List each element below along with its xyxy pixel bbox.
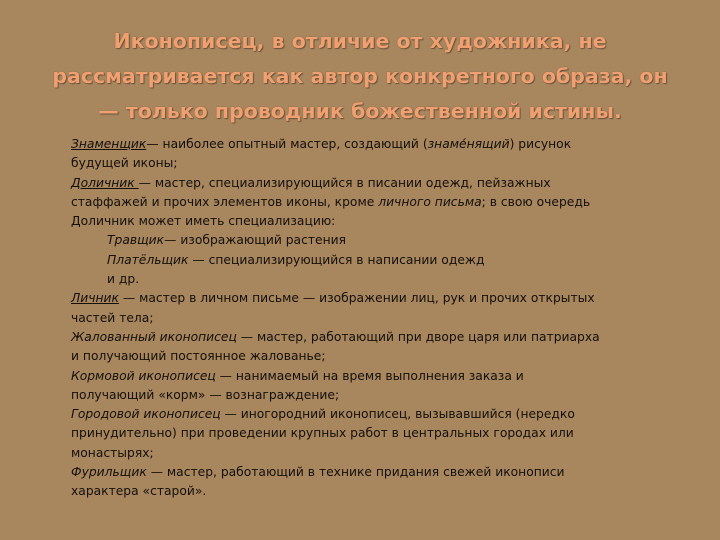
term-kormovoy: Кормовой иконописец	[71, 368, 216, 383]
body-line	[71, 193, 651, 212]
title-line-1: Иконописец, в отличие от художника, не	[113, 29, 607, 53]
body-line: получающий «корм» — вознаграждение;	[71, 387, 340, 402]
body-line: и др.	[107, 272, 140, 287]
definition-text: — мастер в личном письме — изображении лиц, рук и прочих открытых	[118, 291, 595, 306]
definition-text: — изображающий растения	[164, 233, 346, 248]
definition-text: стаффажей и прочих элементов иконы, кроме	[71, 194, 379, 209]
body-line	[71, 251, 651, 270]
definition-text: — мастер, работающий при дворе царя или патриарха	[236, 329, 600, 344]
body-line	[71, 328, 651, 347]
definition-text: — иногородний иконописец, вызывавшийся (нередко	[220, 407, 575, 422]
body-line	[71, 289, 651, 308]
definition-text: ; в свою очередь	[481, 194, 591, 209]
term-lichnoe-pismo: личного письма	[378, 194, 482, 209]
term-gorodovoy: Городовой иконописец	[71, 407, 221, 422]
definition-text: ) рисунок	[509, 137, 572, 151]
body-line: Доличник может иметь специализацию:	[71, 214, 336, 229]
body-line	[71, 405, 651, 424]
body-line: характера «старой».	[71, 484, 207, 499]
definition-text: — мастер, специализирующийся в писании одежд, пейзажных	[138, 175, 551, 190]
body-line	[71, 231, 651, 250]
body-line: и получающий постоянное жалованье;	[71, 349, 326, 364]
title-line-2: рассматривается как автор конкретного образа, он	[52, 64, 668, 88]
body-line: частей тела;	[71, 310, 154, 325]
term-znamenyashchiy: знаме́нящий	[427, 137, 510, 151]
body-line	[71, 135, 651, 154]
body-line	[71, 463, 651, 482]
term-travshchik: Травщик	[107, 233, 165, 248]
slide-body	[71, 135, 651, 502]
term-furilshchik: Фурильщик	[71, 465, 147, 480]
term-znamenshchik: Знаменщик	[71, 137, 147, 151]
body-line: монастырях;	[71, 445, 154, 460]
term-lichnik: Личник	[71, 291, 119, 306]
term-zhalovanny: Жалованный иконописец	[71, 329, 237, 344]
body-line	[71, 174, 651, 193]
definition-text: — нанимаемый на время выполнения заказа и	[215, 368, 524, 383]
definition-text: — мастер, работающий в технике придания свежей иконописи	[146, 465, 565, 480]
term-dolichnik: Доличник	[71, 175, 139, 190]
body-line: принудительно) при проведении крупных работ в центральных городах или	[71, 426, 574, 441]
definition-text: — специализирующийся в написании одежд	[188, 252, 485, 267]
body-line: будущей иконы;	[71, 156, 178, 171]
term-platelshchik: Платёльщик	[107, 252, 189, 267]
title-line-3: — только проводник божественной истины.	[98, 99, 622, 123]
slide-title	[30, 24, 690, 129]
definition-text: — наиболее опытный мастер, создающий (	[146, 137, 428, 151]
body-line	[71, 367, 651, 386]
